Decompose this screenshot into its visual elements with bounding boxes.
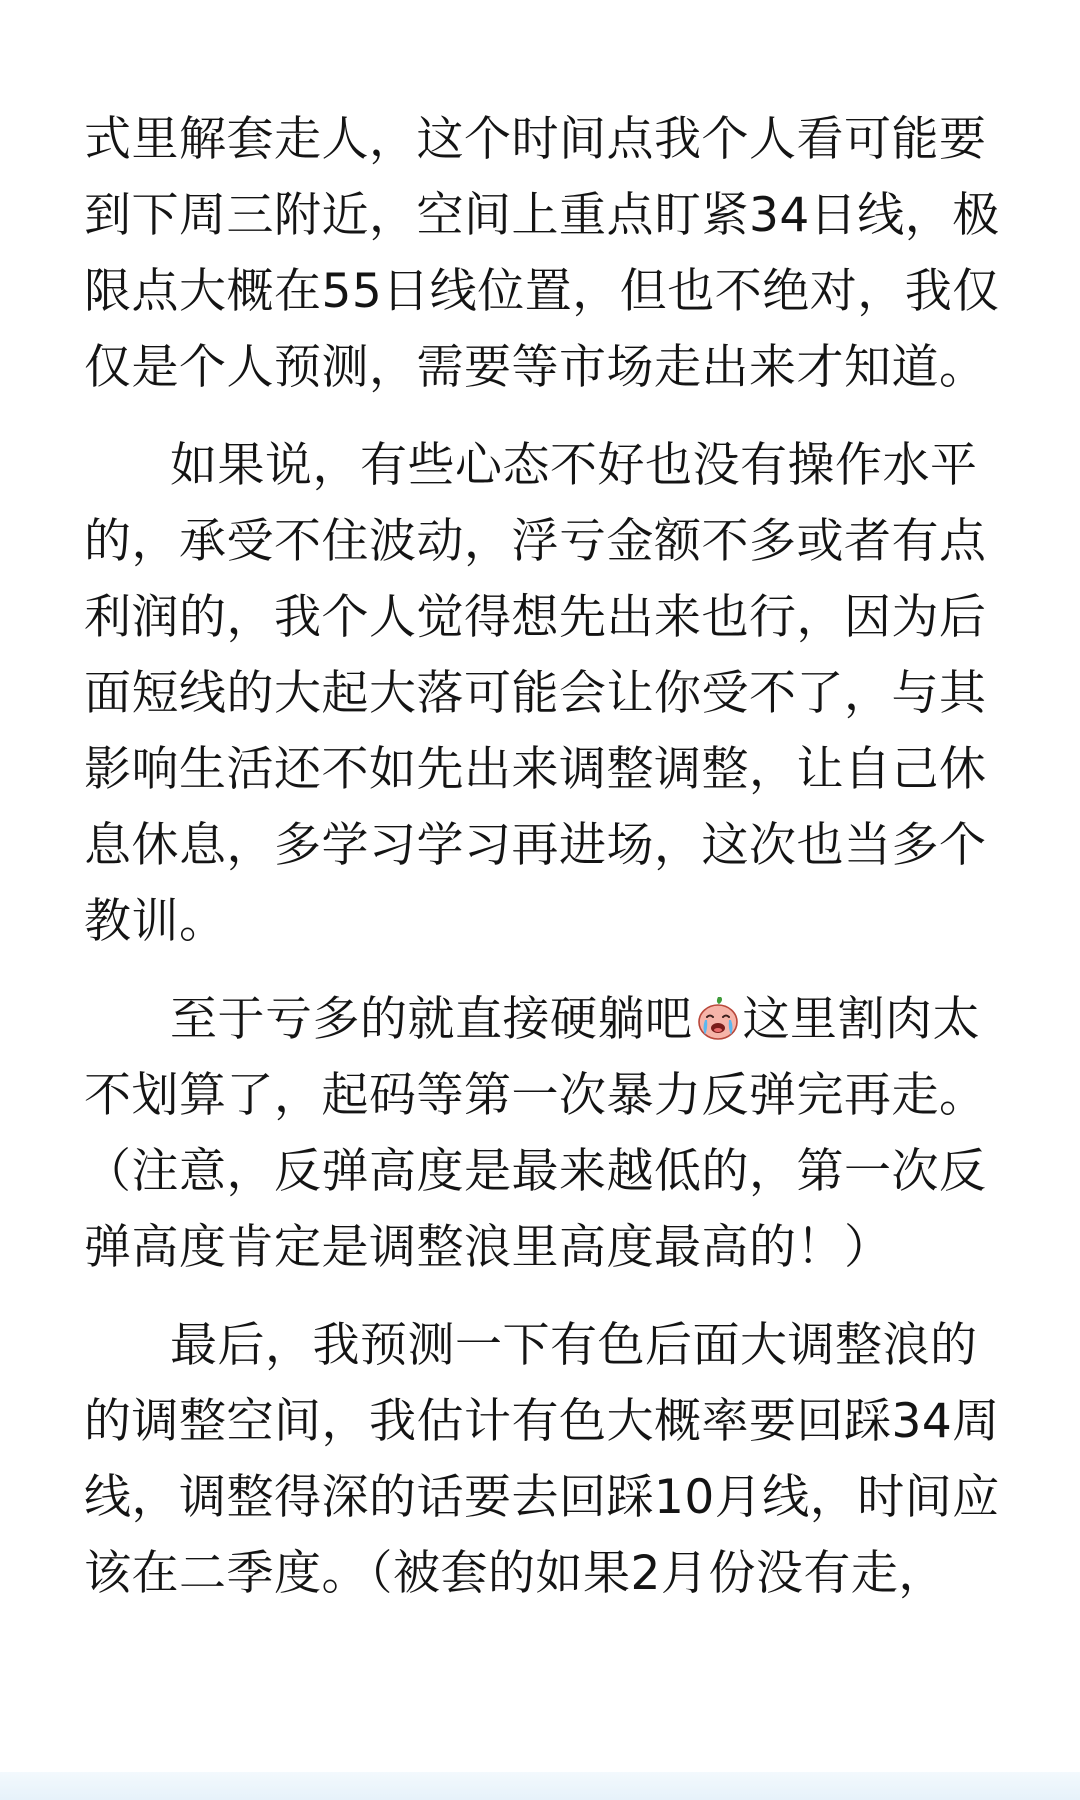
text-line: 该在二季度。（被套的如果2月份没有走， (84, 1546, 946, 1601)
text-line: 如果说，有些心态不好也没有操作水平 (170, 438, 978, 493)
paragraph-3 (84, 982, 1000, 1286)
article-body (84, 102, 1000, 1612)
text-segment: 至于亏多的就直接硬躺吧 (170, 992, 693, 1047)
text-segment: 这里割肉太 (742, 992, 980, 1047)
text-line: 线，调整得深的话要去回踩10月线，时间应 (84, 1470, 1000, 1525)
text-line: 最后，我预测一下有色后面大调整浪的 (170, 1318, 978, 1373)
footer-strip (0, 1772, 1080, 1800)
crying-face-emoji-icon (695, 995, 741, 1041)
text-line: 的，承受不住波动，浮亏金额不多或者有点 (84, 514, 987, 569)
text-line: 教训。 (84, 894, 227, 949)
text-line: 影响生活还不如先出来调整调整，让自己休 (84, 742, 987, 797)
text-line: 的调整空间，我估计有色大概率要回踩34周 (84, 1394, 1000, 1449)
text-line: 到下周三附近，空间上重点盯紧34日线，极 (84, 188, 1000, 243)
text-line: 弹高度肯定是调整浪里高度最高的！） (84, 1220, 892, 1275)
text-line: 不划算了，起码等第一次暴力反弹完再走。 (84, 1068, 987, 1123)
text-line: 式里解套走人，这个时间点我个人看可能要 (84, 112, 987, 167)
text-line: 仅是个人预测，需要等市场走出来才知道。 (84, 340, 987, 395)
paragraph-1 (84, 102, 1000, 406)
text-line: 息休息，多学习学习再进场，这次也当多个 (84, 818, 987, 873)
text-line: 限点大概在55日线位置，但也不绝对，我仅 (84, 264, 1000, 319)
paragraph-4 (84, 1308, 1000, 1612)
text-line: （注意，反弹高度是最来越低的，第一次反 (84, 1144, 987, 1199)
text-line: 利润的，我个人觉得想先出来也行，因为后 (84, 590, 987, 645)
text-line: 面短线的大起大落可能会让你受不了，与其 (84, 666, 987, 721)
paragraph-2 (84, 428, 1000, 960)
text-line-with-emoji (84, 982, 1000, 1058)
